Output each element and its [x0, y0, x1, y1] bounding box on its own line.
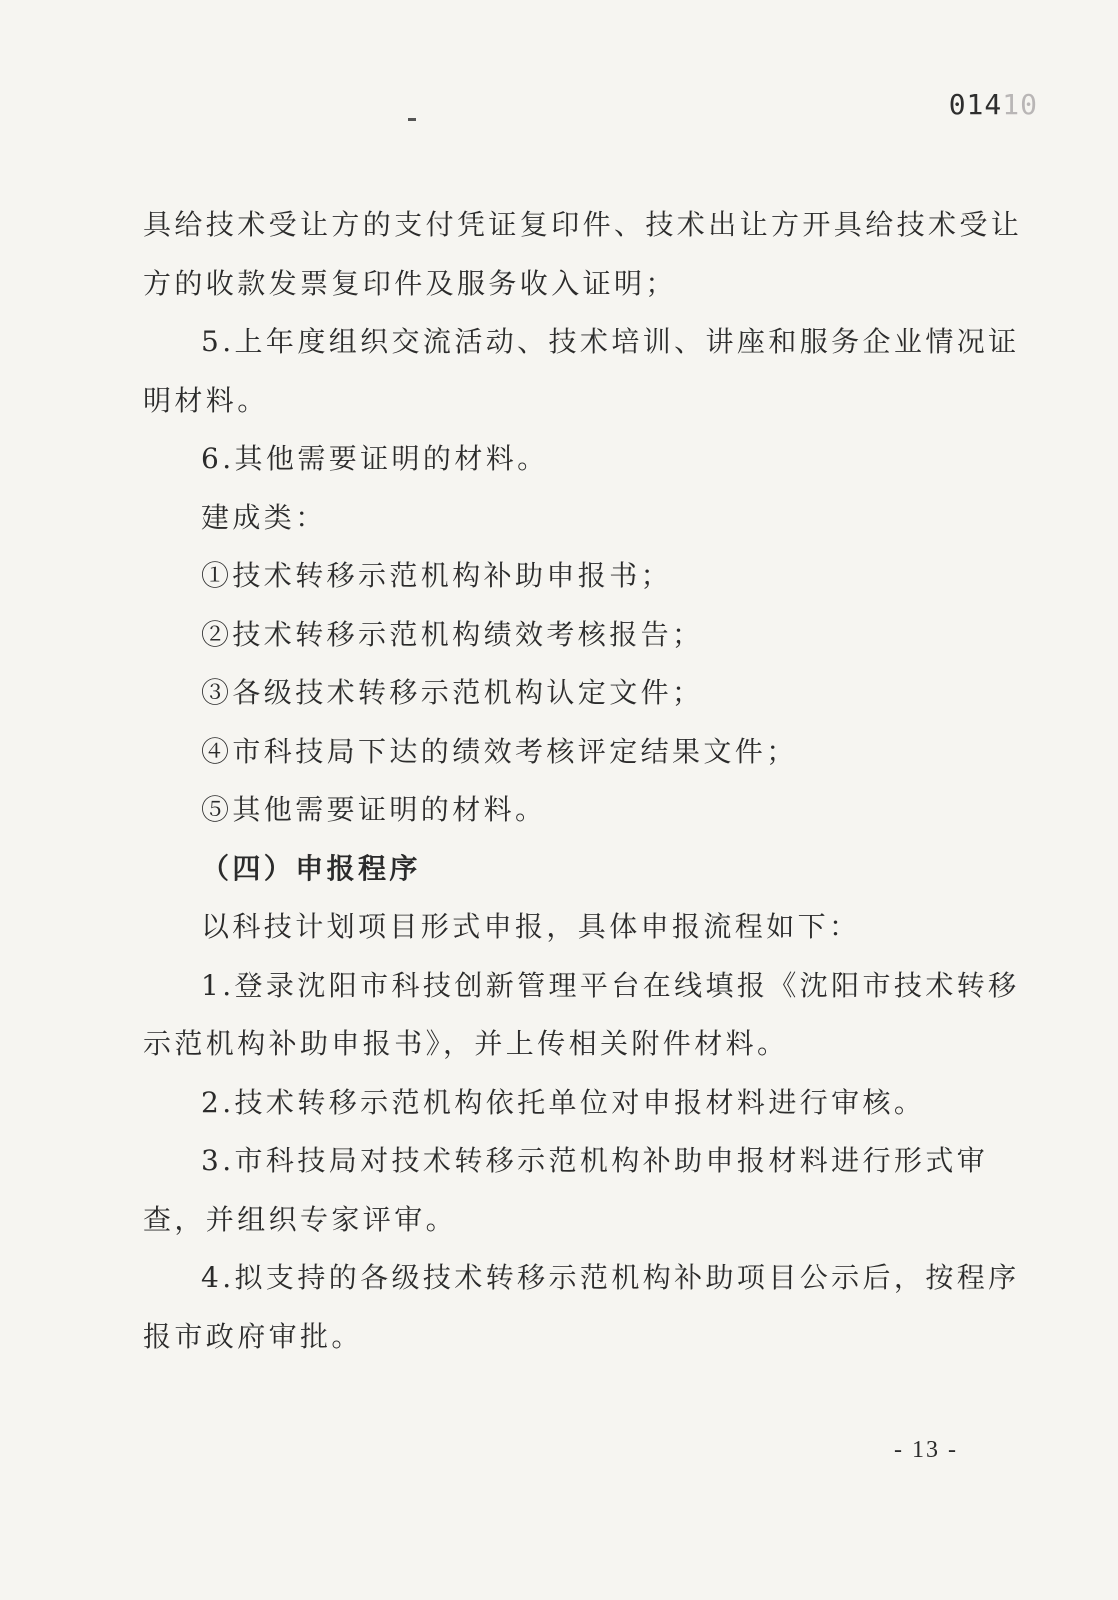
page-number: - 13 - [894, 1437, 958, 1463]
list-item: ④市科技局下达的绩效考核评定结果文件； [201, 734, 798, 768]
list-item: ⑤其他需要证明的材料。 [201, 793, 547, 826]
paragraph-line: 3.市科技局对技术转移示范机构补助申报材料进行形式审 [201, 1144, 989, 1177]
archive-stamp-number [949, 88, 1038, 121]
paragraph-line: 示范机构补助申报书》，并上传相关附件材料。 [143, 1027, 789, 1060]
paragraph-line: 1.登录沈阳市科技创新管理平台在线填报《沈阳市技术转移 [201, 968, 1020, 1002]
paragraph-line: 报市政府审批。 [143, 1319, 363, 1353]
section-heading: （四）申报程序 [201, 851, 421, 885]
document-body [143, 196, 1023, 1366]
paragraph-line: 4.拟支持的各级技术转移示范机构补助项目公示后，按程序 [201, 1261, 1020, 1294]
list-item: ①技术转移示范机构补助申报书； [201, 559, 673, 592]
stamp-faint: 10 [1002, 88, 1038, 121]
paragraph-line: 方的收款发票复印件及服务收入证明； [143, 266, 677, 300]
paragraph-line: 具给技术受让方的支付凭证复印件、技术出让方开具给技术受让 [143, 208, 1023, 241]
paragraph-line: 5.上年度组织交流活动、技术培训、讲座和服务企业情况证 [201, 325, 1020, 358]
paragraph-line: 以科技计划项目形式申报，具体申报流程如下： [201, 910, 861, 943]
list-item: ③各级技术转移示范机构认定文件； [201, 676, 704, 709]
paragraph-line: 明材料。 [143, 383, 269, 417]
stamp-main: 014 [948, 88, 1003, 121]
paragraph-line: 2.技术转移示范机构依托单位对申报材料进行审核。 [201, 1085, 926, 1119]
paragraph-line: 6.其他需要证明的材料。 [201, 442, 549, 475]
list-item: ②技术转移示范机构绩效考核报告； [201, 617, 704, 651]
paragraph-line: 查，并组织专家评审。 [143, 1202, 458, 1236]
scan-mark [408, 118, 416, 121]
subheading-category: 建成类： [201, 500, 327, 534]
